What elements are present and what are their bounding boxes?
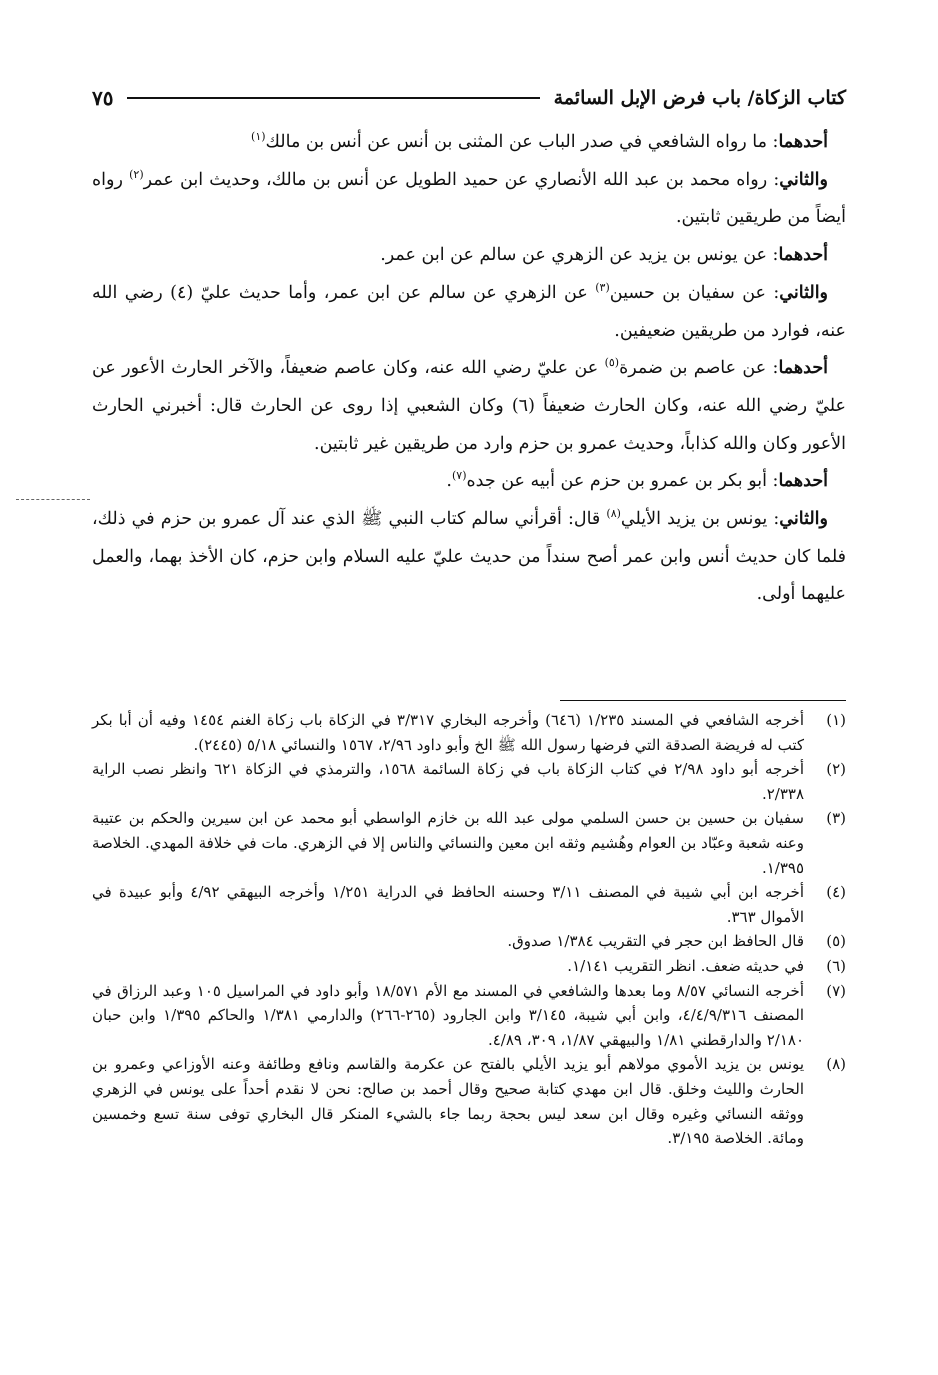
paragraph [92,350,846,463]
paragraph-lead: والثاني [779,509,828,530]
footnote-text: قال الحافظ ابن حجر في التقريب ١/٣٨٤ صدوق. [507,932,804,951]
paragraph-text: : أبو بكر بن عمرو بن حزم عن أبيه عن جده [466,471,779,492]
footnote [92,708,846,757]
paragraph [92,237,846,275]
footnote-number: (٤) [826,883,846,902]
footnote [92,1052,846,1150]
paragraph [92,463,846,501]
paragraph-text: : يونس بن يزيد الأيلي [620,509,780,530]
footnote [92,757,846,806]
footnote-number: (٣) [826,809,846,828]
paragraph-text: : ما رواه الشافعي في صدر الباب عن المثنى بن أنس عن أنس بن مالك [265,132,779,152]
footnote-text: يونس بن يزيد الأموي مولاهم أبو يزيد الأيلي بالفتح عن عكرمة والقاسم ونافع وطائفة وعنه الأوزاعي وعمرو بن الحارث والليث وخلق. قال ابن مهدي كتابة صحيح وقال أحمد بن صالح: نحن لا نقدم أحداً على يونس في الزهري ووثقه النسائي وغيره وقال ابن سعد ليس بحجة ربما جاء بالشيء المنكر قال البخاري توفى سنة تسع وخمسين ومائة. الخلاصة ٣/١٩٥. [92,1055,804,1148]
footnote-text: أخرجه الشافعي في المسند ١/٢٣٥ (٦٤٦) وأخرجه البخاري ٣/٣١٧ في الزكاة باب زكاة الغنم ١٤٥٤ وفيه أن أبا بكر كتب له فريضة الصدقة التي فرضها رسول الله ﷺ الخ وأبو داود ٢/٩٦، ١٥٦٧ والنسائي ٥/١٨ (٢٤٤٥). [92,711,804,754]
footnote-ref: (٢) [129,167,144,181]
paragraph-text-cont: . [446,471,452,492]
footnote-text: سفيان بن حسين بن حسن السلمي مولى عبد الله بن خازم الواسطي أبو محمد عن ابن سيرين والحكم بن عتيبة وعنه شعبة وعبّاد بن العوام وهُشيم وثقه ابن معين والنسائي والناس إلا في الزهري. مات في خلافة المهدي. الخلاصة ١/٣٩٥. [92,809,804,877]
footnote-ref: (١) [251,130,266,144]
footnote-text: أخرجه النسائي ٨/٥٧ وما بعدها والشافعي في المسند مع الأم ١٨/٥٧١ وأبو داود في المراسيل ١٠٥ وعبد الرزاق في المصنف ٤/٤/٩/٣١٦، وابن أبي شيبة، ٣/١٤٥ وابن الجارود (٢٦٥-٢٦٦) والدارمي ١/٣٨١ والحاكم ١/٣٩٥ وابن حبان ٢/١٨٠ والدارقطني ١/٨١ والبيهقي ١/٨٧، ٣٠٩، ٤/٨٩. [92,981,804,1049]
footnote-number: (٦) [826,956,846,975]
main-text [92,124,846,614]
footnote-number: (١) [826,711,846,729]
footnote [92,979,846,1053]
paragraph [92,275,846,350]
chapter-title: كتاب الزكاة/ باب فرض الإبل السائمة [553,87,846,109]
paragraph-lead: أحدهما [778,132,828,152]
paragraph-text-cont: عن الزهري عن سالم عن ابن عمر، وأما حديث عليّ (٤) رضي الله عنه، فوارد من طريقين ضعيفين. [92,282,846,341]
footnote-separator [560,700,846,701]
paragraph-lead: أحدهما [778,471,828,492]
footnote-text: في حديثه ضعف. انظر التقريب ١/١٤١. [567,956,804,975]
footnote-text: أخرجه ابن أبي شيبة في المصنف ٣/١١ وحسنه الحافظ في الدراية ١/٢٥١ وأخرجه البيهقي ٤/٩٢ وأبو عبيدة في الأموال ٣٦٣. [92,883,804,926]
footnote-ref: (٧) [451,469,467,483]
footnote-ref: (٣) [595,280,610,294]
footnote-ref: (٨) [606,507,621,521]
paragraph [92,162,846,237]
paragraph-lead: والثاني [779,169,828,190]
paragraph-text: : عن يونس بن يزيد عن الزهري عن سالم عن ابن عمر. [380,245,779,266]
paragraph-text: : عن عاصم بن ضمرة [619,358,779,379]
footnote [92,929,846,954]
paragraph-lead: أحدهما [778,358,828,379]
footnote [92,880,846,929]
paragraph [92,501,846,614]
paragraph [92,124,846,162]
paragraph-text-cont: قال: أقرأني سالم كتاب النبي ﷺ الذي عند آل عمرو بن حزم في ذلك، فلما كان حديث أنس وابن عمر أصح سنداً من حديث عليّ عليه السلام وابن حزم، كان الأخذ بهما، والعمل عليهما أولى. [92,509,846,605]
page-number: ٧٥ [92,86,114,110]
footnotes [92,708,846,1151]
paragraph-text-cont: عن عليّ رضي الله عنه، وكان عاصم ضعيفاً، والآخر الحارث الأعور عن عليّ رضي الله عنه، وكان الحارث ضعيفاً (٦) وكان الشعبي إذا روى عن الحارث قال: أخبرني الحارث الأعور وكان والله كذاباً، وحديث عمرو بن حزم وارد من طريقين غير ثابتين. [92,358,847,454]
footnote-number: (٢) [826,760,846,779]
footnote [92,954,846,979]
footnote-ref: (٥) [604,356,620,370]
paragraph-text: : عن سفيان بن حسين [609,282,780,303]
footnote-number: (٥) [826,932,846,951]
header-rule [127,97,539,99]
paragraph-lead: والثاني [779,282,829,303]
footnote [92,806,846,880]
footnote-text: أخرجه أبو داود ٢/٩٨ في كتاب الزكاة باب في زكاة السائمة ١٥٦٨، والترمذي في الزكاة ٦٢١ وانظر نصب الراية ٢/٣٣٨. [92,760,804,803]
footnote-number: (٧) [826,981,846,1000]
running-header [92,78,846,118]
paragraph-text: : رواه محمد بن عبد الله الأنصاري عن حميد الطويل عن أنس بن مالك، وحديث ابن عمر [143,169,780,190]
paragraph-text-cont: رواه أيضاً من طريقين ثابتين. [92,169,846,228]
paragraph-lead: أحدهما [778,245,828,266]
footnote-number: (٨) [826,1055,846,1074]
margin-dash-mark [16,499,90,500]
